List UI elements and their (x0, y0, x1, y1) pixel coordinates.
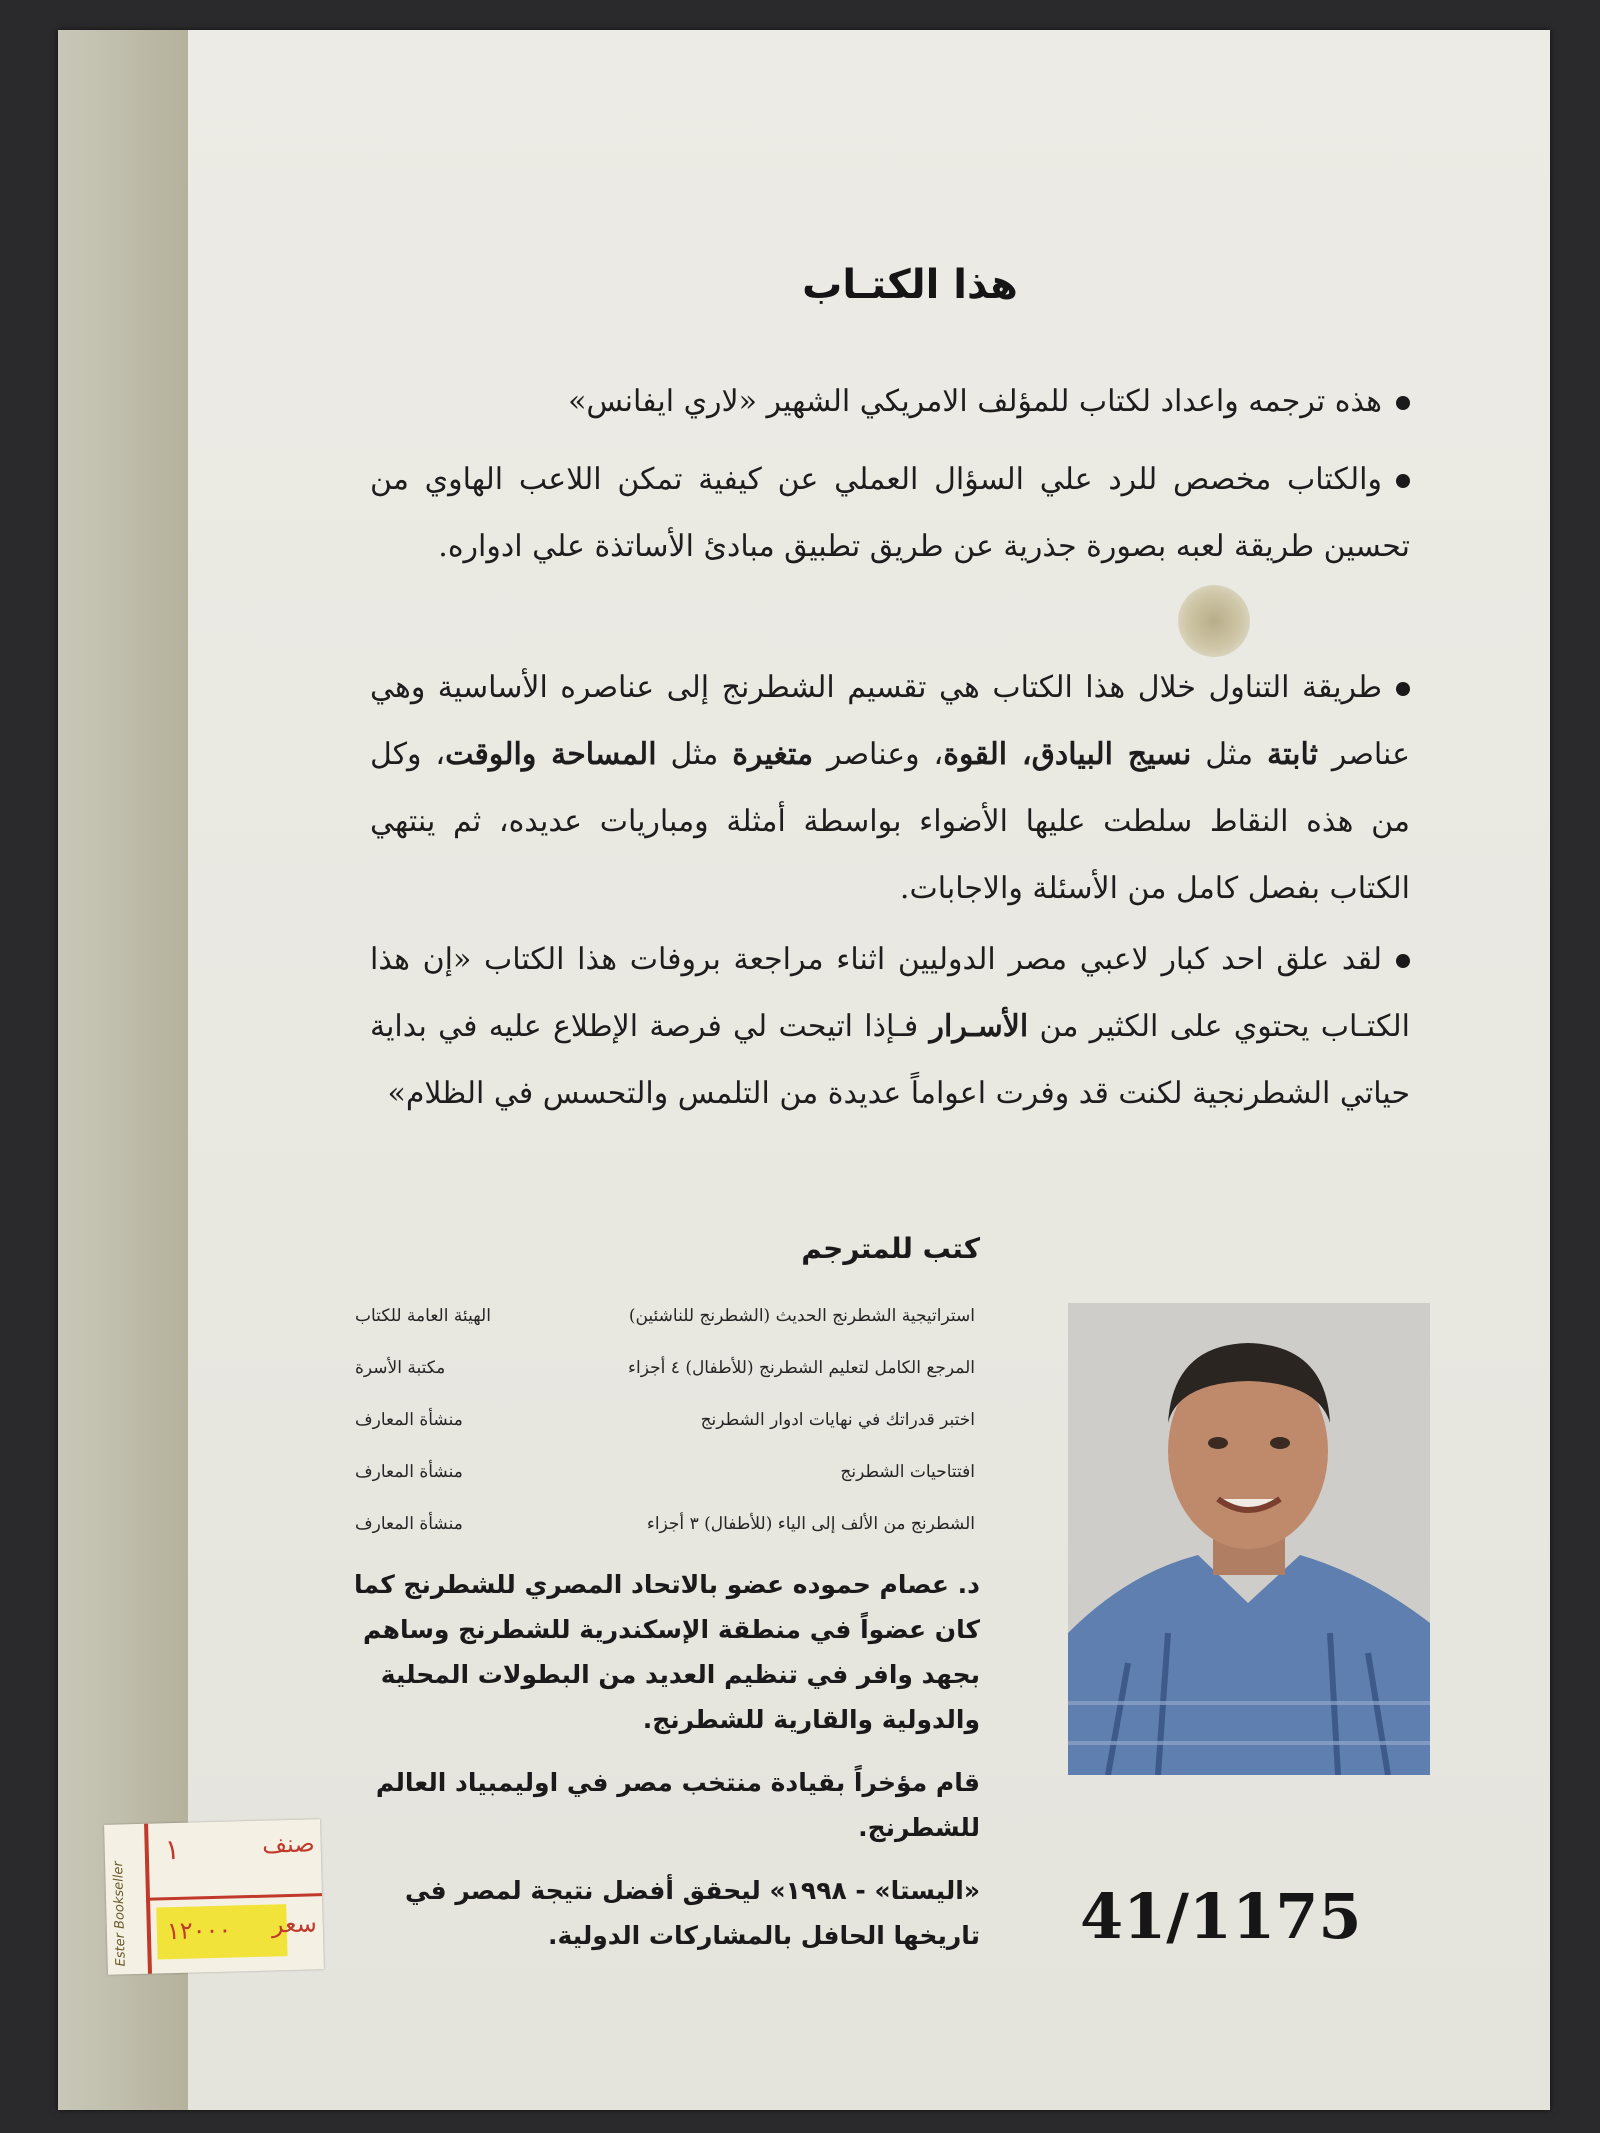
sticker-divider (146, 1893, 322, 1901)
author-bio-1: د. عصام حموده عضو بالاتحاد المصري للشطرنج كما كان عضواً في منطقة الإسكندرية للشطرنج وساهم بجهد وافر في تنظيم العديد من البطولات المحلية والدولية والقارية للشطرنج. (354, 1570, 980, 1734)
book-spine (58, 30, 188, 2110)
sticker-label-price: سعر (271, 1909, 318, 1939)
book-title: افتتاحيات الشطرنج (840, 1462, 975, 1482)
catalog-number: 41/1175 (1080, 1880, 1362, 1953)
list-item (355, 1498, 975, 1550)
price-sticker (104, 1819, 324, 1975)
bullet-icon (1396, 474, 1410, 488)
translator-books-heading: كتب للمترجم (801, 1232, 980, 1265)
sticker-price: ١٢٠٠٠ (166, 1915, 232, 1946)
author-bio-2: قام مؤخراً بقيادة منتخب مصر في اوليمبياد العالم للشطرنج. (375, 1768, 980, 1842)
book-title: اختبر قدراتك في نهايات ادوار الشطرنج (700, 1410, 975, 1430)
list-item (355, 1394, 975, 1446)
book-publisher: الهيئة العامة للكتاب (355, 1306, 491, 1326)
book-title: الشطرنج من الألف إلى الياء (للأطفال) ٣ أجزاء (646, 1514, 975, 1534)
bullet-icon (1396, 682, 1410, 696)
translator-books-list (355, 1290, 975, 1550)
bullet-paragraph-1: هذه ترجمه واعداد لكتاب للمؤلف الامريكي الشهير «لاري ايفانس» (370, 368, 1410, 435)
bullet-paragraph-3: طريقة التناول خلال هذا الكتاب هي تقسيم الشطرنج إلى عناصره الأساسية وهي عناصر ثابتة مثل نسيج البيادق، القوة، وعناصر متغيرة مثل المساحة والوقت، وكل من هذه النقاط سلطت عليها الأضواء بواسطة أمثلة ومباريات عديده، ثم ينتهي الكتاب بفصل كامل من الأسئلة والاجابات. (370, 670, 1411, 906)
book-publisher: منشأة المعارف (355, 1410, 463, 1430)
book-title: استراتيجية الشطرنج الحديث (الشطرنج للناشئين) (628, 1306, 975, 1326)
book-publisher: مكتبة الأسرة (355, 1358, 446, 1378)
author-photo (1068, 1303, 1430, 1775)
list-item (355, 1342, 975, 1394)
author-portrait-image (1068, 1303, 1430, 1775)
bullet-icon (1396, 396, 1410, 410)
sticker-number: ١ (164, 1832, 181, 1867)
sticker-side-text: Ester Bookseller (111, 1861, 129, 1967)
bullet-paragraph-2: والكتاب مخصص للرد علي السؤال العملي عن كيفية تمكن اللاعب الهاوي من تحسين طريقة لعبه بصورة جذرية عن طريق تطبيق مبادئ الأساتذة علي ادواره. (370, 462, 1410, 564)
sticker-label-category: صنف (261, 1829, 315, 1859)
section-title: هذا الكتـاب (802, 262, 1018, 308)
book-publisher: منشأة المعارف (355, 1514, 463, 1534)
list-item (355, 1290, 975, 1342)
bullet-icon (1396, 954, 1410, 968)
list-item (355, 1446, 975, 1498)
author-bio-3: «اليستا» - ١٩٩٨» ليحقق أفضل نتيجة لمصر في تاريخها الحافل بالمشاركات الدولية. (405, 1876, 980, 1950)
book-publisher: منشأة المعارف (355, 1462, 463, 1482)
paper-stain (1178, 585, 1250, 657)
bullet-paragraph-4: لقد علق احد كبار لاعبي مصر الدوليين اثناء مراجعة بروفات هذا الكتاب «إن هذا الكتـاب يحتوي على الكثير من الأسـرار فـإذا اتيحت لي فرصة الإطلاع عليه في بداية حياتي الشطرنجية لكنت قد وفرت اعواماً عديدة من التلمس والتحسس في الظلام» (370, 942, 1411, 1111)
book-title: المرجع الكامل لتعليم الشطرنج (للأطفال) ٤ أجزاء (628, 1358, 975, 1378)
